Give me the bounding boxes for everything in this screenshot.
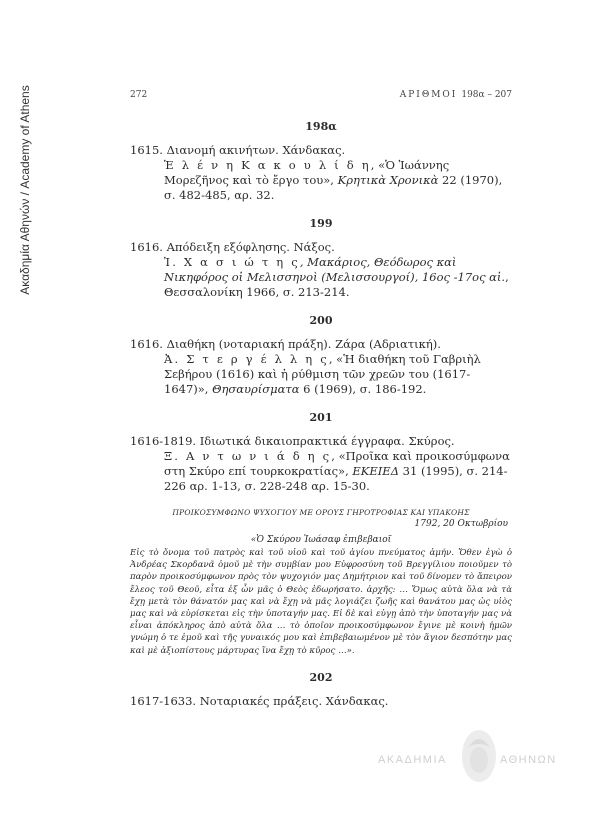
entry-reference xyxy=(130,255,512,300)
entry-heading: 1615. Διανομή ακινήτων. Χάνδακας. xyxy=(130,143,346,157)
section-number: 198α xyxy=(305,120,337,133)
section-number: 200 xyxy=(309,314,333,327)
side-watermark xyxy=(10,40,40,340)
ref-title: , Μακάριος, Θεόδωρος καὶ Νικηφόρος οἱ Μελισσηνοὶ (Μελισσουργοί), 16ος -17ος αἱ. xyxy=(164,255,506,284)
ref-author: Ἑ λ έ ν η Κ α κ ο υ λ ί δ η xyxy=(164,158,371,172)
ref-text: , «Προῖκα καὶ προικοσύμφωνα στη Σκύρο επί τουρκοκρατίας», xyxy=(164,449,510,478)
entry-heading: 1616-1819. Ιδιωτικά δικαιοπρακτικά έγγραφα. Σκύρος. xyxy=(130,434,455,448)
entry-heading: 1617-1633. Νοταριακές πράξεις. Χάνδακας. xyxy=(130,693,389,708)
section-number: 201 xyxy=(309,411,333,424)
document-title: ΠΡΟΙΚΟΣΥΜΦΩΝΟ ΨΥΧΟΓΙΟΥ ΜΕ ΟΡΟΥΣ ΓΗΡΟΤΡΟΦΙΑΣ ΚΑΙ ΥΠΑΚΟΗΣ xyxy=(172,508,470,517)
ref-text: 6 (1969), σ. 186-192. xyxy=(299,382,427,396)
ref-text: 22 (1970), σ. 482-485, αρ. 32. xyxy=(164,173,503,202)
academy-watermark xyxy=(378,720,578,790)
entry-reference xyxy=(130,449,512,494)
section-number: 202 xyxy=(309,670,333,684)
entry-reference xyxy=(130,352,512,397)
ref-text: , Θεσσαλονίκη 1966, σ. 213-214. xyxy=(164,270,509,299)
ref-text: 31 (1995), σ. 214-226 αρ. 1-13, σ. 228-248 αρ. 15-30. xyxy=(164,464,508,493)
athena-emblem-icon xyxy=(458,726,500,786)
page-header xyxy=(130,90,512,106)
running-title xyxy=(400,90,512,100)
ref-journal: Θησαυρίσματα xyxy=(212,382,300,396)
ref-author: Ξ. Α ν τ ω ν ι ά δ η ς xyxy=(164,449,332,463)
document-body: Εἰς τὸ ὄνομα τοῦ πατρὸς καὶ τοῦ υἱοῦ καὶ τοῦ ἁγίου πνεύματος ἀμήν. Ὅθεν ἐγὼ ὁ Ἀνδρέας Σκορδανᾶ ὁμοῦ μὲ τὴν συμβίαν μου Εὐφροσύνη τοῦ Βρεγγίλιου ποιοῦμεν τὸ παρὸν προικοσύμφωνον πρὸς τὸν ψυχογιόν μας Δημήτριον καὶ τοῦ δίνομεν τὸ ἄπειρον ἔλεος τοῦ Θεοῦ, εἶτα ἐξ ὧν μᾶς ὁ Θεὸς ἐδωρήσατο. ἀρχῆς: … Ὅμως αὐτὰ ὅλα νὰ τὰ ἔχῃ μετὰ τὸν θάνατόν μας καὶ νὰ ἔχῃ νὰ μᾶς λογιάζει ζωῆς καὶ θανάτου μας ὡς υἱὸς μας καὶ νὰ εὑρίσκεται εἰς τὴν ὑποταγήν μας. Εἰ δὲ καὶ εὑγῃ ἀπὸ τὴν ὑποταγήν μας νὰ εἶναι ἀπόκληρος ἀπὸ αὐτὰ ὅλα … τὸ ὁποῖον προικοσύμφωνον ἔγινε μὲ κοινὴ ἡμῶν γνώμη ὁ τε ἐμοῦ καὶ τῆς γυναικός μου καὶ ἐπιβεβαιωμένον μὲ τὸν ἅγιον δεσπότην μας καὶ μὲ ἀξιοπίστους μάρτυρας ἵνα ἔχῃ τὸ κῦρος …». xyxy=(130,548,512,656)
ref-journal: ΕΚΕΙΕΔ xyxy=(352,464,399,478)
entry-reference xyxy=(130,158,512,203)
ref-author: Ἰ. Χ α σ ι ώ τ η ς xyxy=(164,255,300,269)
running-title-range: 198α – 207 xyxy=(461,90,512,100)
entry-heading: 1616. Απόδειξη εξόφλησης. Νάξος. xyxy=(130,240,335,254)
ref-author: Ἀ. Σ τ ε ρ γ έ λ λ η ς xyxy=(164,352,329,366)
watermark-text-right: ΑΘΗΝΩΝ xyxy=(500,754,557,766)
side-watermark-text: Ακαδημία Αθηνών / Academy of Athens xyxy=(18,85,32,295)
ref-text: , «Ὁ Ἰωάννης Μορεζῆνος καὶ τὸ ἔργο του», xyxy=(164,158,450,187)
ref-journal: Κρητικὰ Χρονικὰ xyxy=(337,173,439,187)
ref-text: , «Ἡ διαθήκη τοῦ Γαβριὴλ Σεβήρου (1616) καὶ ἡ ρύθμιση τῶν χρεῶν του (1617-1647)», xyxy=(164,352,481,396)
running-title-text: ΑΡΙΘΜΟΙ xyxy=(399,90,458,100)
section-number: 199 xyxy=(309,217,333,230)
entry-heading: 1616. Διαθήκη (νοταριακή πράξη). Ζάρα (Αδριατική). xyxy=(130,337,441,351)
document-salutation: «Ὁ Σκύρου Ἰωάσαφ ἐπιβεβαιοῖ xyxy=(250,535,392,545)
page-number: 272 xyxy=(130,90,148,100)
page-content xyxy=(130,90,512,709)
document-date: 1792, 20 Οκτωβρίου xyxy=(414,519,508,529)
watermark-text-left: ΑΚΑΔΗΜΙΑ xyxy=(378,754,447,766)
